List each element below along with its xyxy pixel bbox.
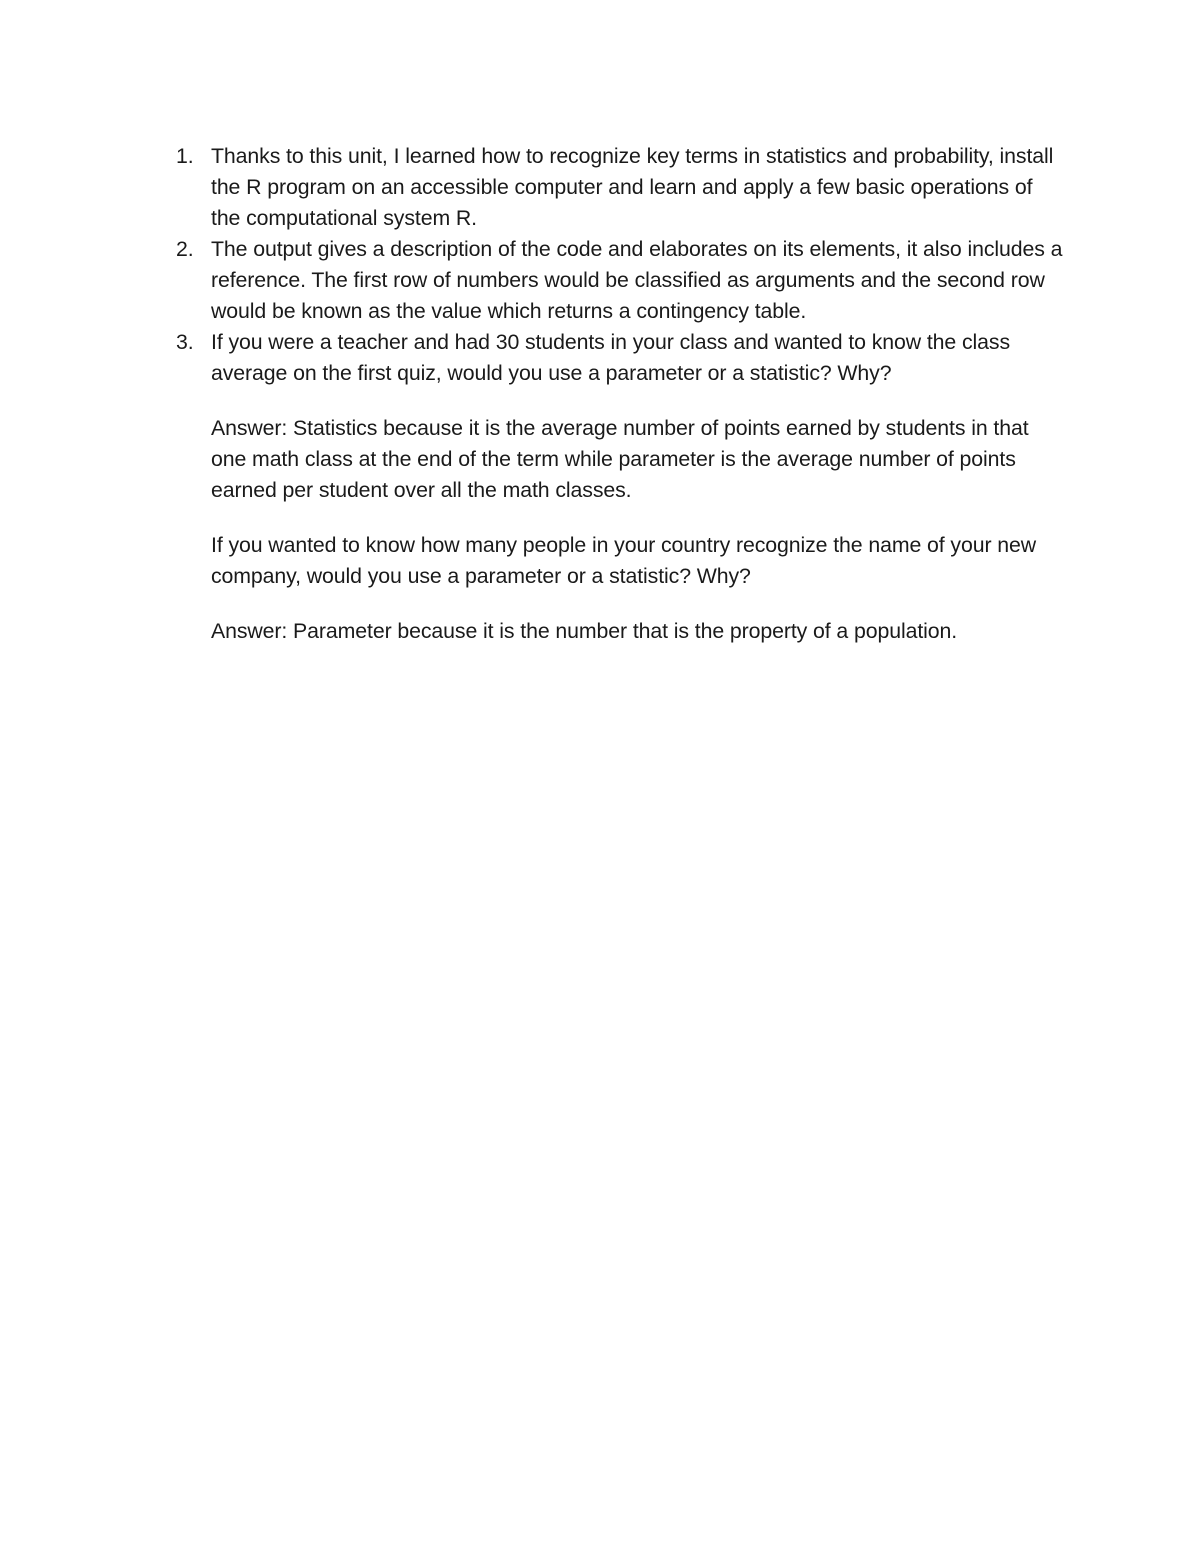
list-item (176, 327, 1066, 647)
list-item (176, 234, 1066, 327)
list-item-number: 2. (176, 237, 194, 261)
list-item-text: The output gives a description of the code and elaborates on its elements, it also includes a reference. The first row of numbers would be classified as arguments and the second row would be known as the value which returns a contingency table. (211, 237, 1063, 323)
list-item-number: 3. (176, 330, 194, 354)
question-paragraph: If you wanted to know how many people in your country recognize the name of your new company, would you use a parameter or a statistic? Why? (211, 533, 1037, 588)
answer-paragraph: Answer: Parameter because it is the number that is the property of a population. (211, 619, 958, 643)
answer-paragraph: Answer: Statistics because it is the average number of points earned by students in that one math class at the end of the term while parameter is the average number of points earned per student over all the math classes. (211, 416, 1029, 502)
list-item-text: Thanks to this unit, I learned how to recognize key terms in statistics and probability, install the R program on an accessible computer and learn and apply a few basic operations of the computational system R. (211, 144, 1054, 230)
list-item (176, 141, 1066, 234)
list-item-number: 1. (176, 144, 194, 168)
numbered-list (176, 141, 1066, 647)
list-item-text: If you were a teacher and had 30 students in your class and wanted to know the class average on the first quiz, would you use a parameter or a statistic? Why? (211, 330, 1011, 385)
